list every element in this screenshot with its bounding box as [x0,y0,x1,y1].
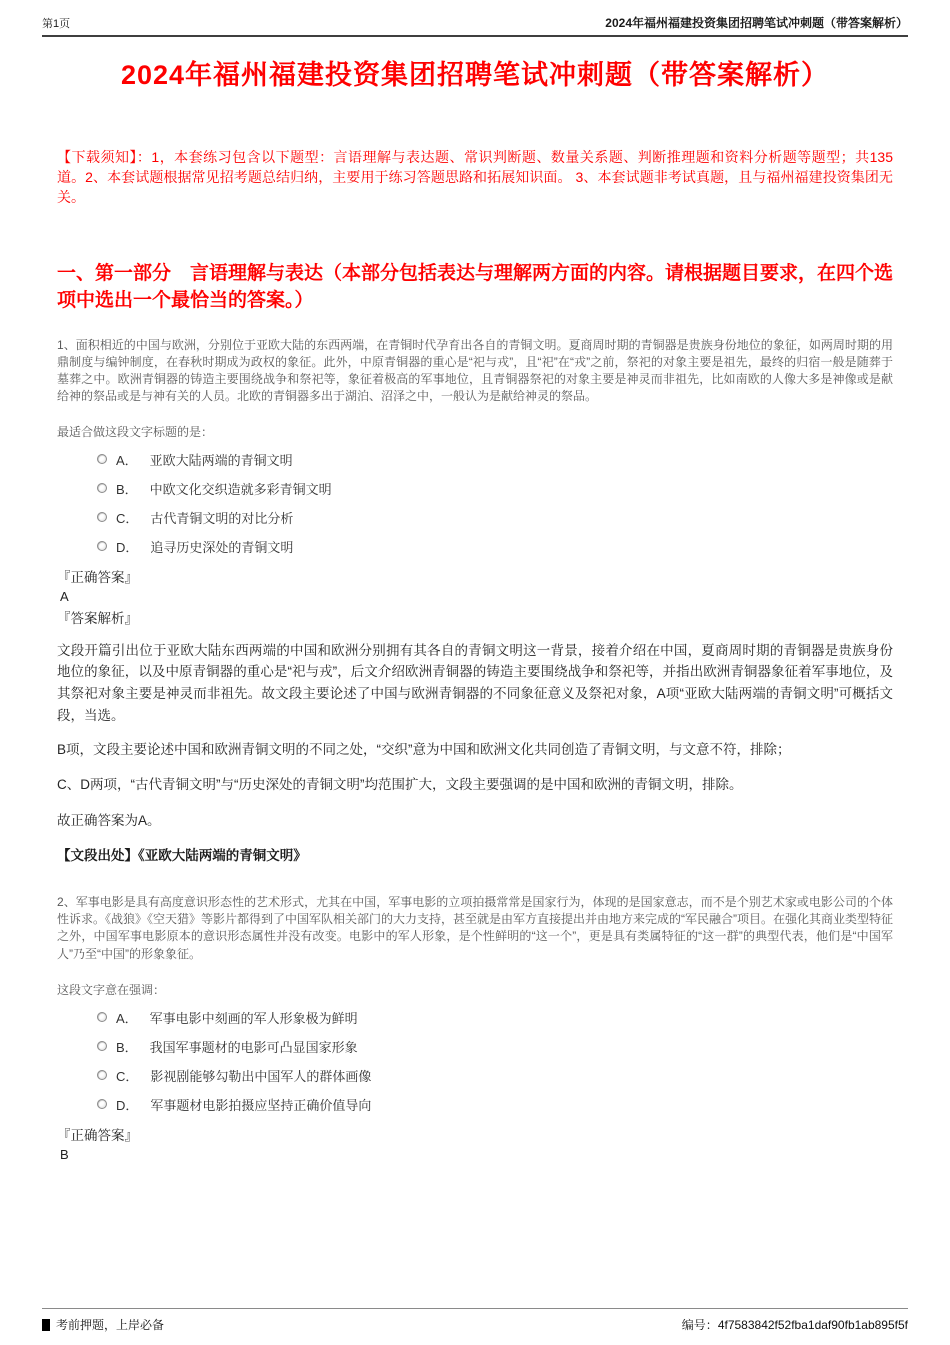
header-divider [42,35,908,37]
footer-code-value: 4f7583842f52fba1daf90fb1ab895f5f [717,1318,908,1332]
radio-icon[interactable] [97,483,107,493]
question-prompt: 这段文字意在强调： [57,982,166,997]
question-stem: 1、面积相近的中国与欧洲，分别位于亚欧大陆的东西两端，在青铜时代孕育出各自的青铜文明。夏商周时期的青铜器是贵族身份地位的象征，如两周时期的用鼎制度与编钟制度，在春秋时期成为政权的象征。此外，中原青铜器的重心是“祀与戎”，且“祀”在“戎”之前，祭祀的对象主要是祖先，最终的归宿一般是随葬于墓葬之中。欧洲青铜器的铸造主要围绕战争和祭祀等，象征着极高的军事地位，且青铜器祭祀的对象主要是神灵而非祖先，比如南欧的人像大多是神像或是献给神的祭品或是与神有关的人员。北欧的青铜器多出于湖泊、沼泽之中，一般认为是献给神灵的祭品。 [57,337,893,403]
footer-mark-icon [42,1319,50,1331]
option-text: 军事题材电影拍摄应坚持正确价值导向 [150,1097,372,1113]
page-header [42,0,908,31]
option-text: 古代青铜文明的对比分析 [150,510,294,526]
option-label: D． [116,539,139,555]
option-c[interactable] [57,508,893,527]
correct-answer-label: 『正确答案』 [57,1127,138,1143]
option-text: 影视剧能够勾勒出中国军人的群体画像 [150,1068,372,1084]
correct-answer-value: B [60,1146,69,1162]
correct-answer-value: A [60,588,69,604]
option-label: A． [116,1010,138,1026]
option-label: A． [116,452,138,468]
option-text: 中欧文化交织造就多彩青铜文明 [149,481,332,497]
option-a[interactable] [57,1008,893,1027]
option-label: D． [116,1097,139,1113]
footer-slogan: 考前押题，上岸必备 [56,1318,165,1332]
footer-code-label: 编号： [681,1318,718,1332]
document-title: 2024年福州福建投资集团招聘笔试冲刺题（带答案解析） [120,60,830,90]
correct-answer-label: 『正确答案』 [57,569,138,585]
download-notice: 【下载须知】：1，本套练习包含以下题型：言语理解与表达题、常识判断题、数量关系题、判断推理题和资料分析题等题型；共135道。2、本套试题根据常见招考题总结归纳，主要用于练习答题思路和拓展知识面。 3、本套试题非考试真题，且与福州福建投资集团无关。 [57,149,893,205]
option-d[interactable] [57,1095,893,1114]
option-b[interactable] [57,479,893,498]
option-label: B． [116,481,138,497]
radio-icon[interactable] [97,454,107,464]
question-stem: 2、军事电影是具有高度意识形态性的艺术形式，尤其在中国，军事电影的立项拍摄常常是国家行为，体现的是国家意志，而不是个别艺术家或电影公司的个体性诉求。《战狼》《空天猎》等影片都得到了中国军队相关部门的大力支持，甚至就是由军方直接提出并由地方来完成的“军民融合”项目。在强化其商业类型特征之外，中国军事电影原本的意识形态属性并没有改变。电影中的军人形象，是个性鲜明的“这一个”，更是具有类属特征的“这一群”的典型代表，他们是“中国军人”乃至“中国”的形象象征。 [57,895,893,961]
option-text: 我国军事题材的电影可凸显国家形象 [149,1039,358,1055]
page-footer [42,1308,908,1333]
radio-icon[interactable] [97,512,107,522]
radio-icon[interactable] [97,541,107,551]
option-d[interactable] [57,537,893,556]
question-1 [57,337,893,865]
option-text: 追寻历史深处的青铜文明 [150,539,294,555]
options-group [57,1008,893,1114]
radio-icon[interactable] [97,1070,107,1080]
analysis-paragraph: C、D两项，“古代青铜文明”与“历史深处的青铜文明”均范围扩大，文段主要强调的是中国和欧洲的青铜文明，排除。 [57,776,743,792]
option-text: 军事电影中刻画的军人形象极为鲜明 [149,1010,358,1026]
options-group [57,450,893,556]
option-c[interactable] [57,1066,893,1085]
question-prompt: 最适合做这段文字标题的是： [57,424,214,439]
page-number: 第1页 [42,18,71,30]
option-label: C． [116,510,139,526]
analysis-conclusion: 故正确答案为A。 [57,813,161,829]
option-text: 亚欧大陆两端的青铜文明 [149,452,293,468]
source-line: 【文段出处】《亚欧大陆两端的青铜文明》 [57,848,307,864]
document-body [42,148,908,1162]
analysis-label: 『答案解析』 [57,610,138,626]
footer-code [682,1316,908,1333]
header-doc-title: 2024年福州福建投资集团招聘笔试冲刺题（带答案解析） [605,16,908,30]
radio-icon[interactable] [97,1099,107,1109]
footer-slogan-wrap [42,1316,164,1333]
option-label: B． [116,1039,138,1055]
question-2 [57,894,893,1161]
radio-icon[interactable] [97,1041,107,1051]
section-heading: 一、第一部分 言语理解与表达（本部分包括表达与理解两方面的内容。请根据题目要求，在四个选项中选出一个最恰当的答案。） [57,262,894,312]
analysis-paragraph: 文段开篇引出位于亚欧大陆东西两端的中国和欧洲分别拥有其各自的青铜文明这一背景，接着介绍在中国，夏商周时期的青铜器是贵族身份地位的象征，以及中原青铜器的重心是“祀与戎”，后文介绍欧洲青铜器的铸造主要围绕战争和祭祀等，并指出欧洲青铜器象征着军事地位，及其祭祀对象主要是神灵而非祖先。故文段主要论述了中国与欧洲青铜器的不同象征意义及祭祀对象，A项“亚欧大陆两端的青铜文明”可概括文段，当选。 [57,642,893,723]
option-a[interactable] [57,450,893,469]
analysis-paragraph: B项，文段主要论述中国和欧洲青铜文明的不同之处，“交织”意为中国和欧洲文化共同创造了青铜文明，与文意不符，排除； [57,742,791,758]
option-label: C． [116,1068,139,1084]
radio-icon[interactable] [97,1012,107,1022]
option-b[interactable] [57,1037,893,1056]
